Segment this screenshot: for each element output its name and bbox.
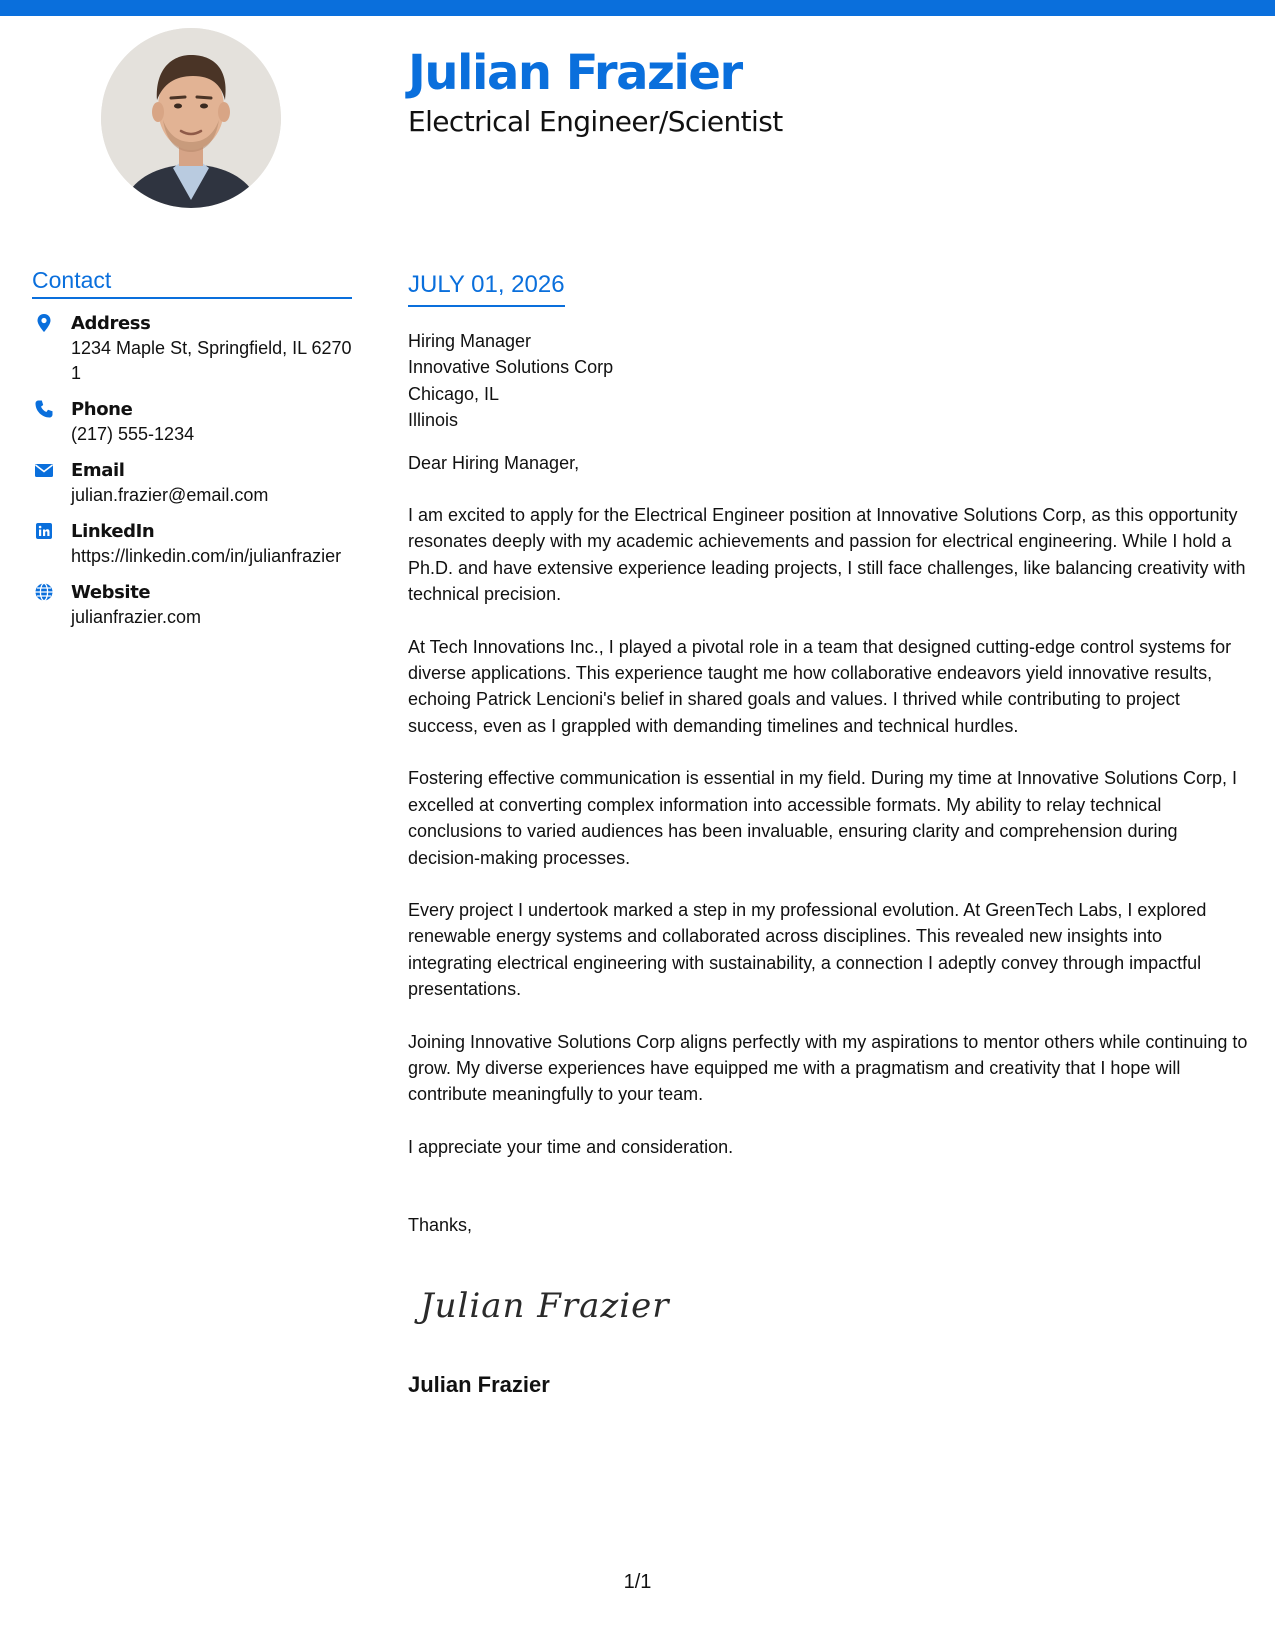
globe-icon: [34, 582, 54, 602]
contact-label-email: Email: [71, 460, 125, 481]
contact-sidebar: [32, 265, 352, 641]
letter-paragraph: Joining Innovative Solutions Corp aligns perfectly with my aspirations to mentor others while continuing to grow. My diverse experiences have equipped me with a pragmatism and creativity that I hope will contribute meaningfully to your team.: [408, 1031, 1248, 1105]
handwritten-signature: Julian Frazier: [420, 1286, 670, 1326]
top-accent-bar: [0, 0, 1275, 16]
phone-icon: [34, 399, 54, 419]
closing: Thanks,: [408, 1215, 473, 1236]
candidate-title: Electrical Engineer/Scientist: [408, 105, 783, 138]
linkedin-icon: [34, 521, 54, 541]
contact-item-website: [32, 580, 352, 630]
contact-item-email: [32, 458, 352, 508]
page-number: 1/1: [623, 1571, 652, 1593]
letter-paragraph: I appreciate your time and consideration.: [408, 1136, 734, 1157]
contact-heading: Contact: [32, 265, 352, 299]
contact-label-website: Website: [71, 582, 151, 603]
letter-paragraph: Fostering effective communication is essential in my field. During my time at Innovative Solutions Corp, I excelled at converting complex information into accessible formats. My ability to relay technical conclusions to varied audiences has been invaluable, ensuring clarity and comprehension during decision-making processes.: [408, 768, 1238, 868]
contact-value-phone: (217) 555-1234: [71, 424, 195, 444]
recipient-line: Illinois: [408, 410, 459, 431]
candidate-name: Julian Frazier: [408, 45, 742, 101]
recipient-block: [408, 328, 1248, 434]
letter-date: JULY 01, 2026: [408, 268, 565, 307]
contact-label-phone: Phone: [71, 399, 133, 420]
map-pin-icon: [34, 313, 54, 333]
avatar: [101, 28, 281, 208]
contact-label-linkedin: LinkedIn: [71, 521, 155, 542]
contact-value-website[interactable]: julianfrazier.com: [71, 607, 202, 627]
contact-item-address: [32, 311, 352, 386]
contact-value-linkedin[interactable]: https://linkedin.com/in/julianfrazier: [71, 546, 342, 566]
salutation: Dear Hiring Manager,: [408, 452, 580, 473]
letter-paragraph: Every project I undertook marked a step in my professional evolution. At GreenTech Labs, I explored renewable energy systems and collaborated across disciplines. This revealed new insights into integrating electrical engineering with sustainability, a connection I adeptly convey through impactful presentations.: [408, 899, 1207, 1000]
letter-paragraph: I am excited to apply for the Electrical Engineer position at Innovative Solutions Corp, as this opportunity resonates deeply with my academic achievements and passion for electrical engineering. While I hold a Ph.D. and have extensive experience leading projects, I still face challenges, like balancing creativity with technical precision.: [408, 505, 1246, 605]
contact-item-phone: [32, 397, 352, 447]
recipient-line: Chicago, IL: [408, 383, 500, 404]
letter-paragraph: At Tech Innovations Inc., I played a pivotal role in a team that designed cutting-edge control systems for diverse applications. This experience taught me how collaborative endeavors yield innovative results, echoing Patrick Lencioni's belief in shared goals and values. I thrived while contributing to project success, even as I grappled with demanding timelines and technical hurdles.: [408, 636, 1232, 736]
contact-value-email[interactable]: julian.frazier@email.com: [71, 485, 269, 505]
contact-label-address: Address: [71, 313, 151, 334]
envelope-icon: [34, 460, 54, 480]
profile-photo: [101, 28, 281, 208]
letter-body: [408, 328, 1248, 1239]
contact-value-address: 1234 Maple St, Springfield, IL 62701: [71, 338, 352, 383]
recipient-line: Innovative Solutions Corp: [408, 357, 614, 378]
contact-item-linkedin: [32, 519, 352, 569]
signer-name: Julian Frazier: [408, 1372, 550, 1397]
recipient-line: Hiring Manager: [408, 331, 532, 351]
